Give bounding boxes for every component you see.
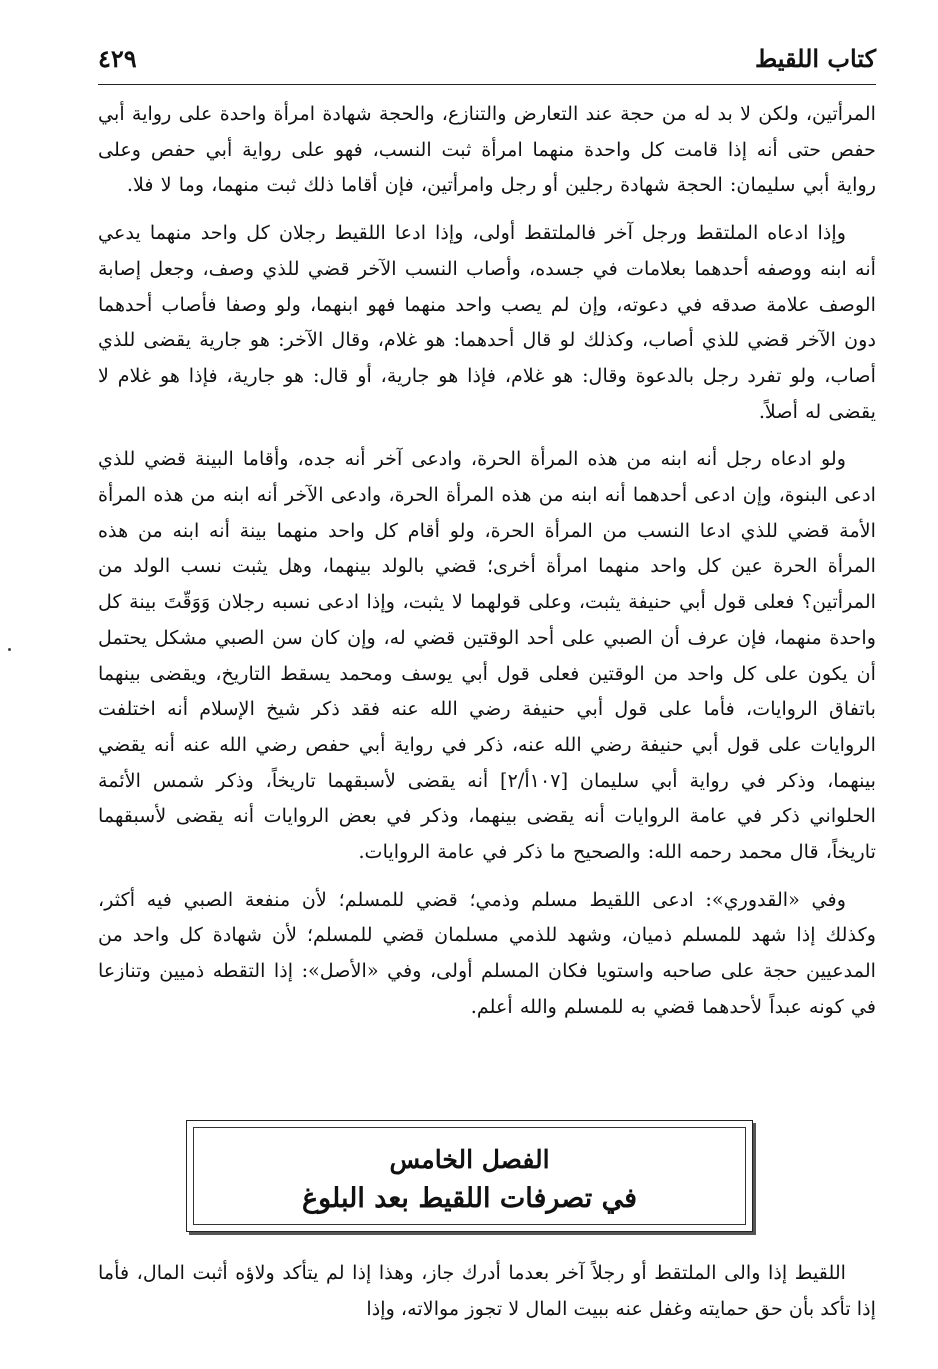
chapter-subtitle: في تصرفات اللقيط بعد البلوغ — [301, 1183, 638, 1214]
page-header — [98, 36, 876, 85]
page-number: ٤٢٩ — [98, 44, 137, 73]
main-text — [98, 96, 876, 1037]
paragraph-1: المرأتين، ولكن لا بد له من حجة عند التعارض والتنازع، والحجة شهادة امرأة واحدة على رواية أبي حفص حتى أنه إذا قامت كل واحدة منهما امرأة ثبت النسب، فهو على رواية أبي حفص وعلى رواية أبي سليمان: الحجة شهادة رجلين أو رجل وامرأتين، فإن أقاما ذلك ثبت منهما، وما لا فلا. — [98, 102, 876, 197]
paragraph-4: وفي «القدوري»: ادعى اللقيط مسلم وذمي؛ قضي للمسلم؛ لأن منفعة الصبي فيه أكثر، وكذلك إذا شهد للمسلم ذميان، وشهد للذمي مسلمان قضي للمسلم؛ لأن شهادة كل واحد من المدعيين حجة على صاحبه واستويا فكان المسلم أولى، وفي «الأصل»: إذا التقطه ذميين وتنازعا في كونه عبداً لأحدهما قضي به للمسلم والله أعلم. — [98, 887, 876, 1018]
paragraph-2: وإذا ادعاه الملتقط ورجل آخر فالملتقط أولى، وإذا ادعا اللقيط رجلان كل واحد منهما يدعي أنه ابنه ووصفه أحدهما بعلامات في جسده، وأصاب النسب الآخر قضي للذي وصف، وجعل إصابة الوصف علامة صدقه في دعوته، وإن لم يصب واحد منهما فهو ابنهما، ولو وصفا فأصاب أحدهما دون الآخر قضي للذي أصاب، وكذلك لو قال أحدهما: هو غلام، وقال الآخر: هو جارية يقضى للذي أصاب، ولو تفرد رجل بالدعوة وقال: هو غلام، فإذا هو جارية، أو قال: هو جارية، فإذا هو غلام لا يقضى له أصلاً. — [98, 221, 876, 423]
chapter-opening-paragraph: اللقيط إذا والى الملتقط أو رجلاً آخر بعدما أدرك جاز، وهذا إذا لم يتأكد ولاؤه أثبت المال، فأما إذا تأكد بأن حق حمايته وغفل عنه ببيت المال لا تجوز موالاته، وإذا — [98, 1261, 876, 1320]
chapter-title: الفصل الخامس — [389, 1145, 550, 1174]
chapter-opening-text — [98, 1255, 876, 1326]
page-speck — [8, 648, 11, 651]
paragraph-3: ولو ادعاه رجل أنه ابنه من هذه المرأة الحرة، وادعى آخر أنه جده، وأقاما البينة قضي للذي ادعى البنوة، وإن ادعى أحدهما أنه ابنه من هذه المرأة الحرة، وادعى الآخر أنه ابنه من هذه المرأة الأمة قضي للذي ادعا النسب من المرأة الحرة، ولو أقام كل واحد منهما بينة أنه ابنه من هذه المرأة الحرة عين كل واحد منهما امرأة أخرى؛ قضي بالولد بينهما، وهل يثبت نسب الولد من المرأتين؟ فعلى قول أبي حنيفة يثبت، وعلى قولهما لا يثبت، وإذا ادعى نسبه رجلان وَوَقّتَ بينة كل واحدة منهما، فإن عرف أن الصبي على أحد الوقتين قضي له، وإن كان سن الصبي مشكل يحتمل أن يكون على كل واحد من الوقتين فعلى قول أبي يوسف ومحمد يسقط التاريخ، ويقضى بينهما باتفاق الروايات، فأما على قول أبي حنيفة رضي الله عنه فقد ذكر شيخ الإسلام أنه اختلفت الروايات على قول أبي حنيفة رضي الله عنه، ذكر في رواية أبي حفص رضي الله عنه أنه يقضي بينهما، وذكر في رواية أبي سليمان [١٠٧أ/٢] أنه يقضى لأسبقهما تاريخاً، وذكر شمس الأئمة الحلواني ذكر في عامة الروايات أنه يقضى بينهما، وذكر في بعض الروايات أنه يقضى لأسبقهما تاريخاً، قال محمد رحمه الله: والصحيح ما ذكر في عامة الروايات. — [98, 447, 877, 864]
running-title: كتاب اللقيط — [754, 44, 876, 73]
chapter-heading-box — [186, 1120, 753, 1232]
